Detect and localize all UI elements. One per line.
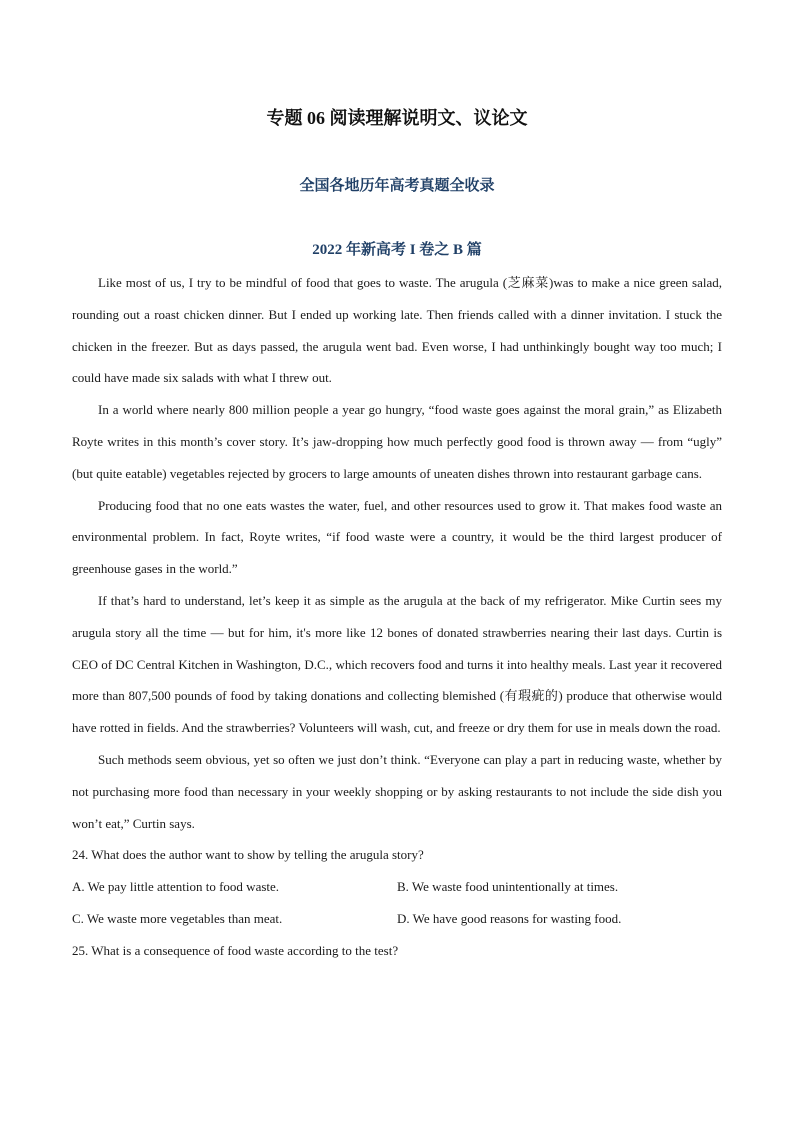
paragraph-5: Such methods seem obvious, yet so often we just don’t think. “Everyone can play a part in reducing waste, whether by not purchasing more food than necessary in your weekly shopping or by asking restaurants to not include the side dish you won’t eat,” Curtin says. [72,751,722,831]
paragraph-2: In a world where nearly 800 million people a year go hungry, “food waste goes against the moral grain,” as Elizabeth Royte writes in this month’s cover story. It’s jaw-dropping how much perfectly good food is thrown away — from “ugly” (but quite eatable) vegetables rejected by grocers to large amounts of uneaten dishes thrown into restaurant garbage cans. [72,402,722,481]
question-24-options-row-2 [72,903,722,935]
option-a: A. We pay little attention to food waste. [72,879,280,895]
option-d: D. We have good reasons for wasting food. [397,910,622,926]
page-title: 专题 06 阅读理解说明文、议论文 [266,108,528,128]
page-subtitle: 全国各地历年高考真题全收录 [299,178,495,194]
question-24-options-row-1 [72,871,722,903]
paragraph-1: Like most of us, I try to be mindful of food that goes to waste. The arugula (芝麻菜)was to make a nice green salad, rounding out a roast chicken dinner. But I ended up working late. Then friends called with a dinner invitation. I stuck the chicken in the freezer. But as days passed, the arugula went bad. Even worse, I had unthinkingly bought way too much; I could have made six salads with what I threw out. [72,275,722,386]
question-25-stem: 25. What is a consequence of food waste according to the test? [72,942,399,958]
question-24-stem: 24. What does the author want to show by telling the arugula story? [72,847,424,863]
passage-body [72,267,722,967]
paragraph-4: If that’s hard to understand, let’s keep it as simple as the arugula at the back of my refrigerator. Mike Curtin sees my arugula story all the time — but for him, it's more like 12 bones of donated strawberries nearing their last days. Curtin is CEO of DC Central Kitchen in Washington, D.C., which recovers food and turns it into healthy meals. Last year it recovered more than 807,500 pounds of food by taking donations and collecting blemished (有瑕疵的) produce that otherwise would have rotted in fields. And the strawberries? Volunteers will wash, cut, and freeze or dry them for use in meals down the road. [72,592,722,736]
section-heading: 2022 年新高考 I 卷之 B 篇 [312,242,482,258]
option-b: B. We waste food unintentionally at times. [397,879,619,895]
option-c: C. We waste more vegetables than meat. [72,910,283,926]
paragraph-3: Producing food that no one eats wastes the water, fuel, and other resources used to grow it. That makes food waste an environmental problem. In fact, Royte writes, “if food waste were a country, it would be the third largest producer of greenhouse gases in the world.” [72,497,722,577]
